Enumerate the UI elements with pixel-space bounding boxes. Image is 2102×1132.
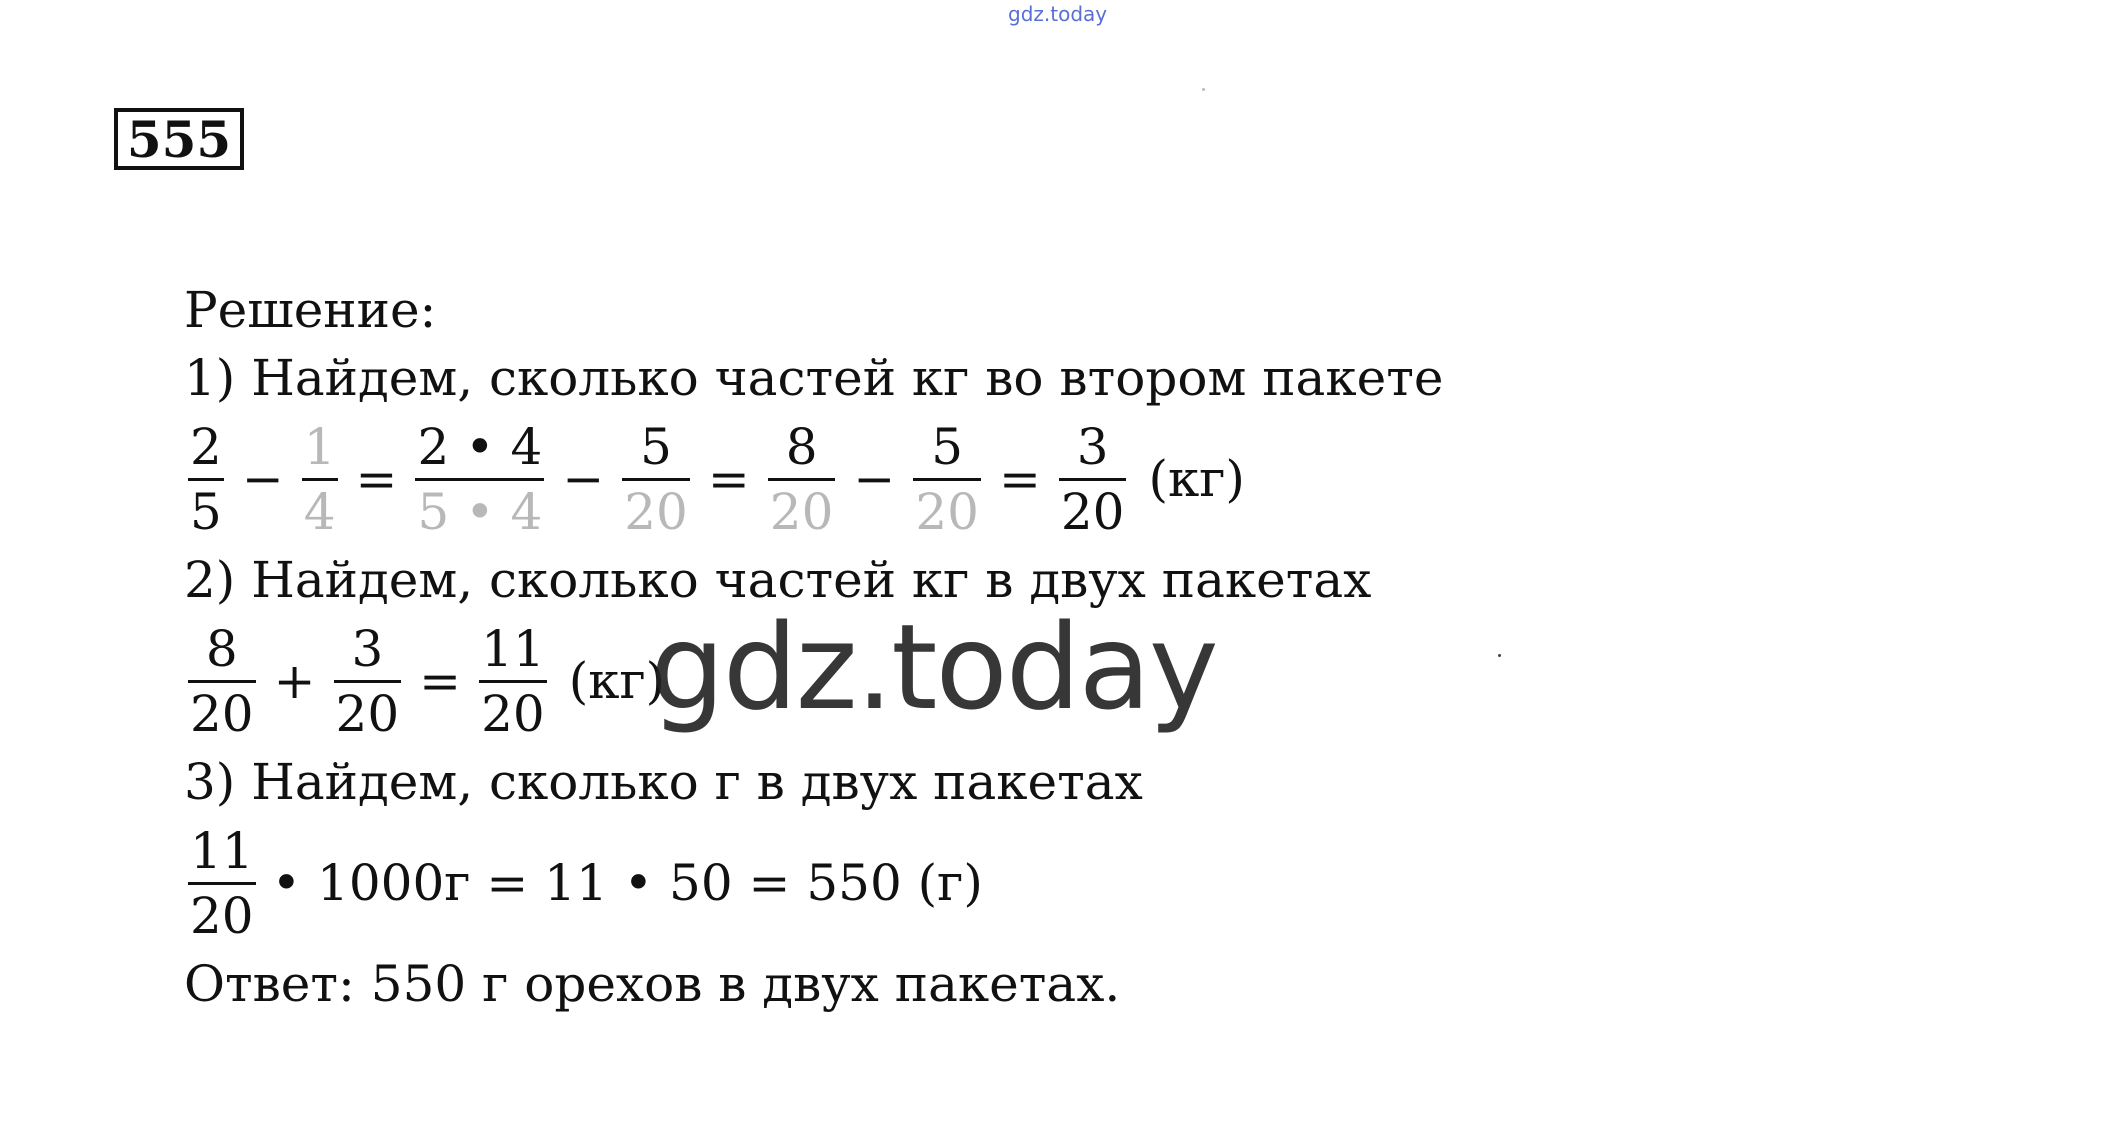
numerator: 8 (205, 619, 238, 678)
denominator: 5 • 4 (417, 482, 543, 541)
fraction (188, 618, 256, 745)
operator: − (241, 450, 284, 508)
denominator: 20 (190, 886, 254, 945)
operator: − (853, 450, 896, 508)
operator: = (998, 450, 1041, 508)
numerator: 8 (785, 417, 818, 476)
denominator: 20 (1060, 482, 1125, 541)
operator: + (273, 652, 316, 710)
numerator: 11 (190, 821, 254, 880)
operator: = (355, 450, 398, 508)
denominator: 5 (190, 482, 222, 541)
answer-text: Ответ: 550 г орехов в двух пакетах. (184, 955, 1121, 1013)
numerator: 3 (1076, 417, 1109, 476)
numerator: 2 (190, 417, 222, 476)
fraction (913, 416, 981, 543)
denominator: 20 (915, 482, 979, 541)
operator: = (419, 652, 462, 710)
step2-text: 2) Найдем, сколько частей кг в двух пакетах (184, 551, 1372, 609)
step3-equation (184, 816, 1884, 950)
denominator: 20 (769, 482, 834, 541)
speck (1498, 654, 1501, 657)
denominator: 20 (481, 684, 545, 743)
numerator: 3 (351, 619, 384, 678)
step3-text: 3) Найдем, сколько г в двух пакетах (184, 753, 1143, 811)
numerator: 1 (303, 417, 336, 476)
top-watermark: gdz.today (1008, 2, 1108, 26)
numerator: 2 • 4 (417, 417, 543, 476)
numerator: 5 (931, 417, 964, 476)
speck (1202, 88, 1205, 91)
denominator: 20 (190, 684, 254, 743)
fraction (188, 416, 224, 543)
fraction (768, 416, 836, 543)
numerator: 11 (481, 619, 545, 678)
operator: − (562, 450, 605, 508)
fraction (1059, 416, 1127, 543)
unit-label: (кг) (568, 652, 666, 710)
step1-text: 1) Найдем, сколько частей кг во втором пакете (184, 349, 1444, 407)
denominator: 20 (335, 684, 400, 743)
step1-equation (184, 412, 1884, 546)
unit-label: (кг) (1148, 450, 1245, 508)
fraction (622, 416, 690, 543)
multiplication-expression: • 1000г = 11 • 50 = 550 (г) (271, 854, 983, 912)
denominator: 4 (303, 482, 336, 541)
fraction (188, 820, 256, 947)
fraction (302, 416, 338, 543)
problem-number-box: 555 (114, 108, 244, 170)
numerator: 5 (640, 417, 672, 476)
denominator: 20 (624, 482, 688, 541)
center-watermark: gdz.today (650, 598, 1217, 736)
fraction (334, 618, 402, 745)
fraction (415, 416, 544, 543)
fraction (479, 618, 547, 745)
operator: = (707, 450, 750, 508)
solution-label: Решение: (184, 281, 437, 339)
